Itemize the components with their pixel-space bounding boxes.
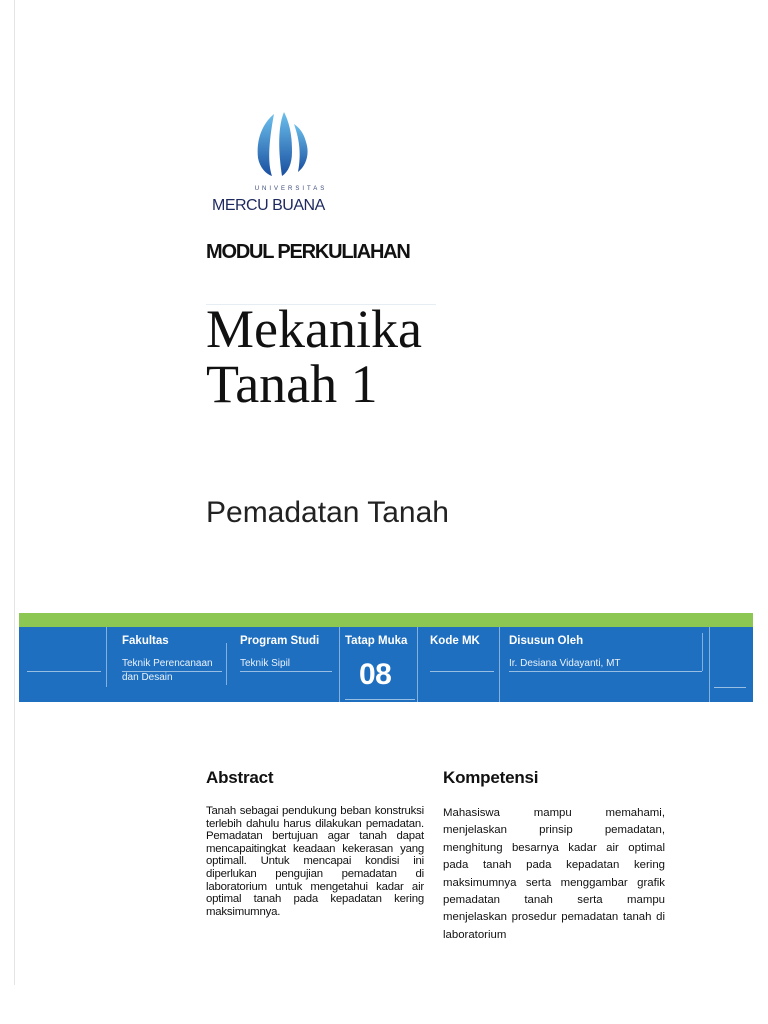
fakultas-underline xyxy=(122,671,222,672)
tatap-muka-underline xyxy=(345,699,415,700)
column-divider xyxy=(417,627,418,702)
underline xyxy=(714,687,746,688)
abstract-body: Tanah sebagai pendukung beban konstruksi terlebih dahulu harus dilakukan pemadatan. Pemadatan bertujuan agar tanah dapat mencapaitingkat keadaan kekerasan yang optimall. Untuk mencapai kondisi ini diperlukan pengujian pemadatan di laboratorium untuk mengetahui kadar air optimal tanah pada kepadatan kering maksimumnya. xyxy=(206,805,424,918)
fakultas-label: Fakultas xyxy=(122,635,169,647)
page-edge xyxy=(14,0,15,985)
fakultas-column xyxy=(122,627,222,702)
course-title-line2: Tanah 1 xyxy=(206,354,378,414)
kompetensi-heading: Kompetensi xyxy=(443,768,539,787)
abstract-section xyxy=(206,768,426,918)
column-divider xyxy=(339,627,340,702)
course-title xyxy=(206,299,606,414)
column-divider xyxy=(709,627,710,702)
program-studi-value: Teknik Sipil xyxy=(240,658,291,669)
column-divider xyxy=(106,627,107,687)
disusun-oleh-value: Ir. Desiana Vidayanti, MT xyxy=(509,658,621,669)
university-logo xyxy=(206,106,406,224)
tatap-muka-label: Tatap Muka xyxy=(345,635,408,647)
kompetensi-body: Mahasiswa mampu memahami, menjelaskan prinsip pemadatan, menghitung besarnya kadar air optimal pada tanah pada kepadatan kering maksimumnya serta menggambar grafik pemadatan tanah serta mampu menjelaskan prosedur pemadatan tanah di laboratorium xyxy=(443,807,665,941)
kode-mk-column xyxy=(430,627,494,702)
tatap-muka-column xyxy=(345,627,415,702)
mercu-buana-emblem-icon xyxy=(206,106,406,186)
program-studi-underline xyxy=(240,671,332,672)
module-subtitle: Pemadatan Tanah xyxy=(206,496,449,529)
program-studi-column xyxy=(240,627,332,702)
fakultas-value-line1: Teknik Perencanaan xyxy=(122,658,213,669)
disusun-oleh-column xyxy=(509,627,702,702)
green-accent-bar xyxy=(19,613,753,627)
kode-mk-label: Kode MK xyxy=(430,635,480,647)
info-band xyxy=(19,627,753,702)
disusun-oleh-label: Disusun Oleh xyxy=(509,635,584,647)
kode-mk-underline xyxy=(430,671,494,672)
program-studi-label: Program Studi xyxy=(240,635,320,647)
underline xyxy=(27,671,101,672)
kompetensi-section xyxy=(443,768,665,941)
column-divider xyxy=(226,643,227,685)
column-divider xyxy=(499,627,500,702)
logo-university-label: UNIVERSITAS xyxy=(254,186,328,192)
disusun-oleh-underline xyxy=(509,671,702,672)
column-divider xyxy=(702,633,703,671)
fakultas-value-line2: dan Desain xyxy=(122,672,173,683)
modul-label: MODUL PERKULIAHAN xyxy=(206,241,410,263)
abstract-heading: Abstract xyxy=(206,768,274,787)
course-title-line1: Mekanika xyxy=(206,299,422,359)
tatap-muka-value: 08 xyxy=(359,658,392,691)
logo-university-name: MERCU BUANA xyxy=(212,197,325,214)
